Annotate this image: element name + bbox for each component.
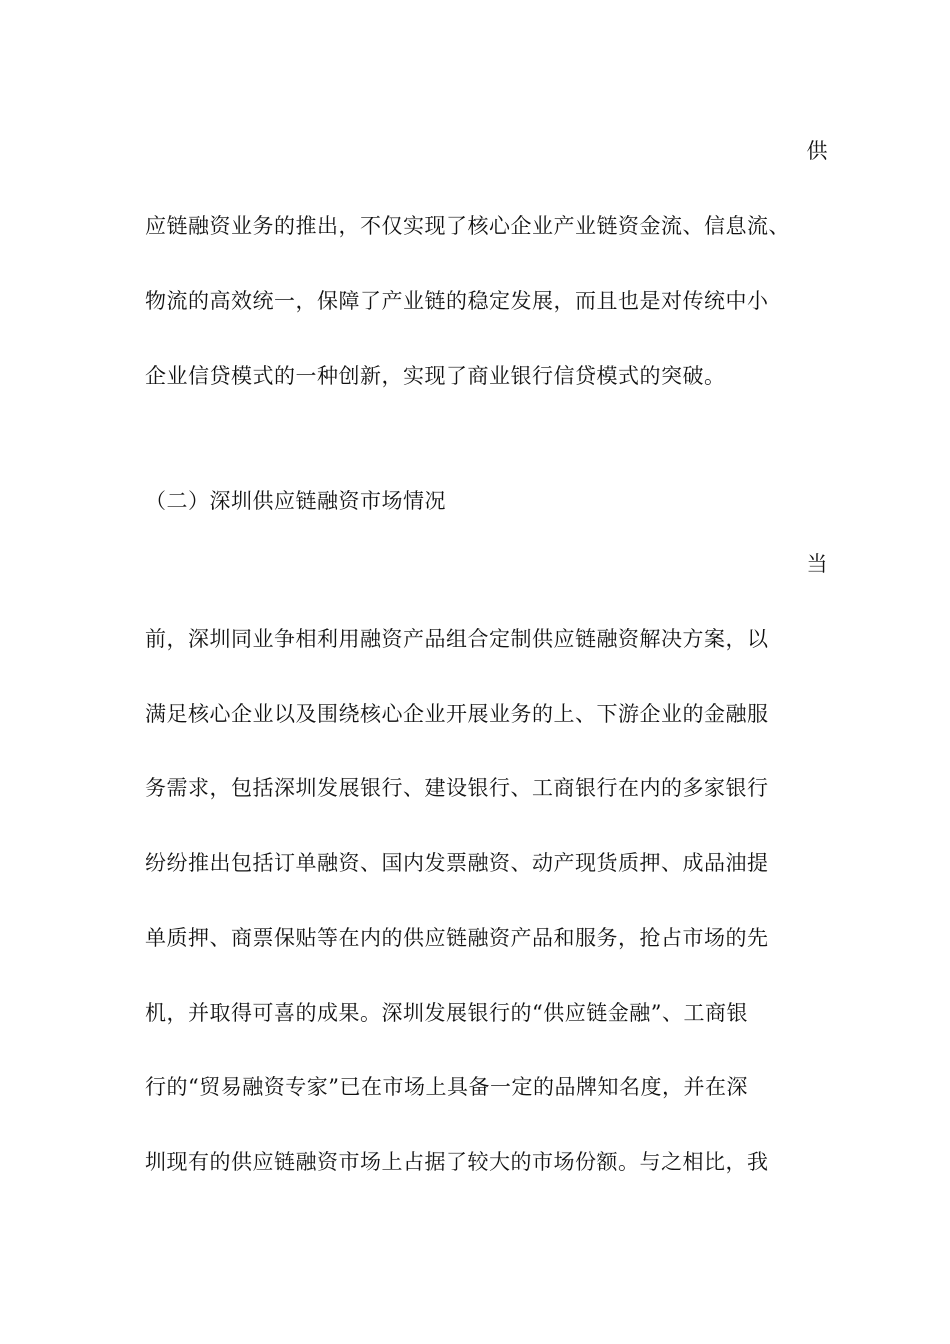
paragraph-lead-char: 当: [806, 552, 828, 576]
paragraph-line: 应链融资业务的推出，不仅实现了核心企业产业链资金流、信息流、: [145, 214, 790, 238]
paragraph-line: 物流的高效统一，保障了产业链的稳定发展，而且也是对传统中小: [145, 289, 769, 313]
paragraph-line: 前，深圳同业争相利用融资产品组合定制供应链融资解决方案，以: [145, 627, 769, 651]
paragraph-line: 纷纷推出包括订单融资、国内发票融资、动产现货质押、成品油提: [145, 851, 769, 875]
section-heading: （二）深圳供应链融资市场情况: [145, 489, 446, 513]
paragraph-line: 务需求，包括深圳发展银行、建设银行、工商银行在内的多家银行: [145, 776, 769, 800]
paragraph-line: 圳现有的供应链融资市场上占据了较大的市场份额。与之相比，我: [145, 1150, 769, 1174]
paragraph-line: 机，并取得可喜的成果。深圳发展银行的“供应链金融”、工商银: [145, 1001, 748, 1025]
paragraph-line: 行的“贸易融资专家”已在市场上具备一定的品牌知名度，并在深: [145, 1075, 748, 1099]
paragraph-line: 企业信贷模式的一种创新，实现了商业银行信贷模式的突破。: [145, 364, 726, 388]
paragraph-line: 单质押、商票保贴等在内的供应链融资产品和服务，抢占市场的先: [145, 926, 769, 950]
paragraph-lead-char: 供: [806, 139, 828, 163]
paragraph-line: 满足核心企业以及围绕核心企业开展业务的上、下游企业的金融服: [145, 702, 769, 726]
